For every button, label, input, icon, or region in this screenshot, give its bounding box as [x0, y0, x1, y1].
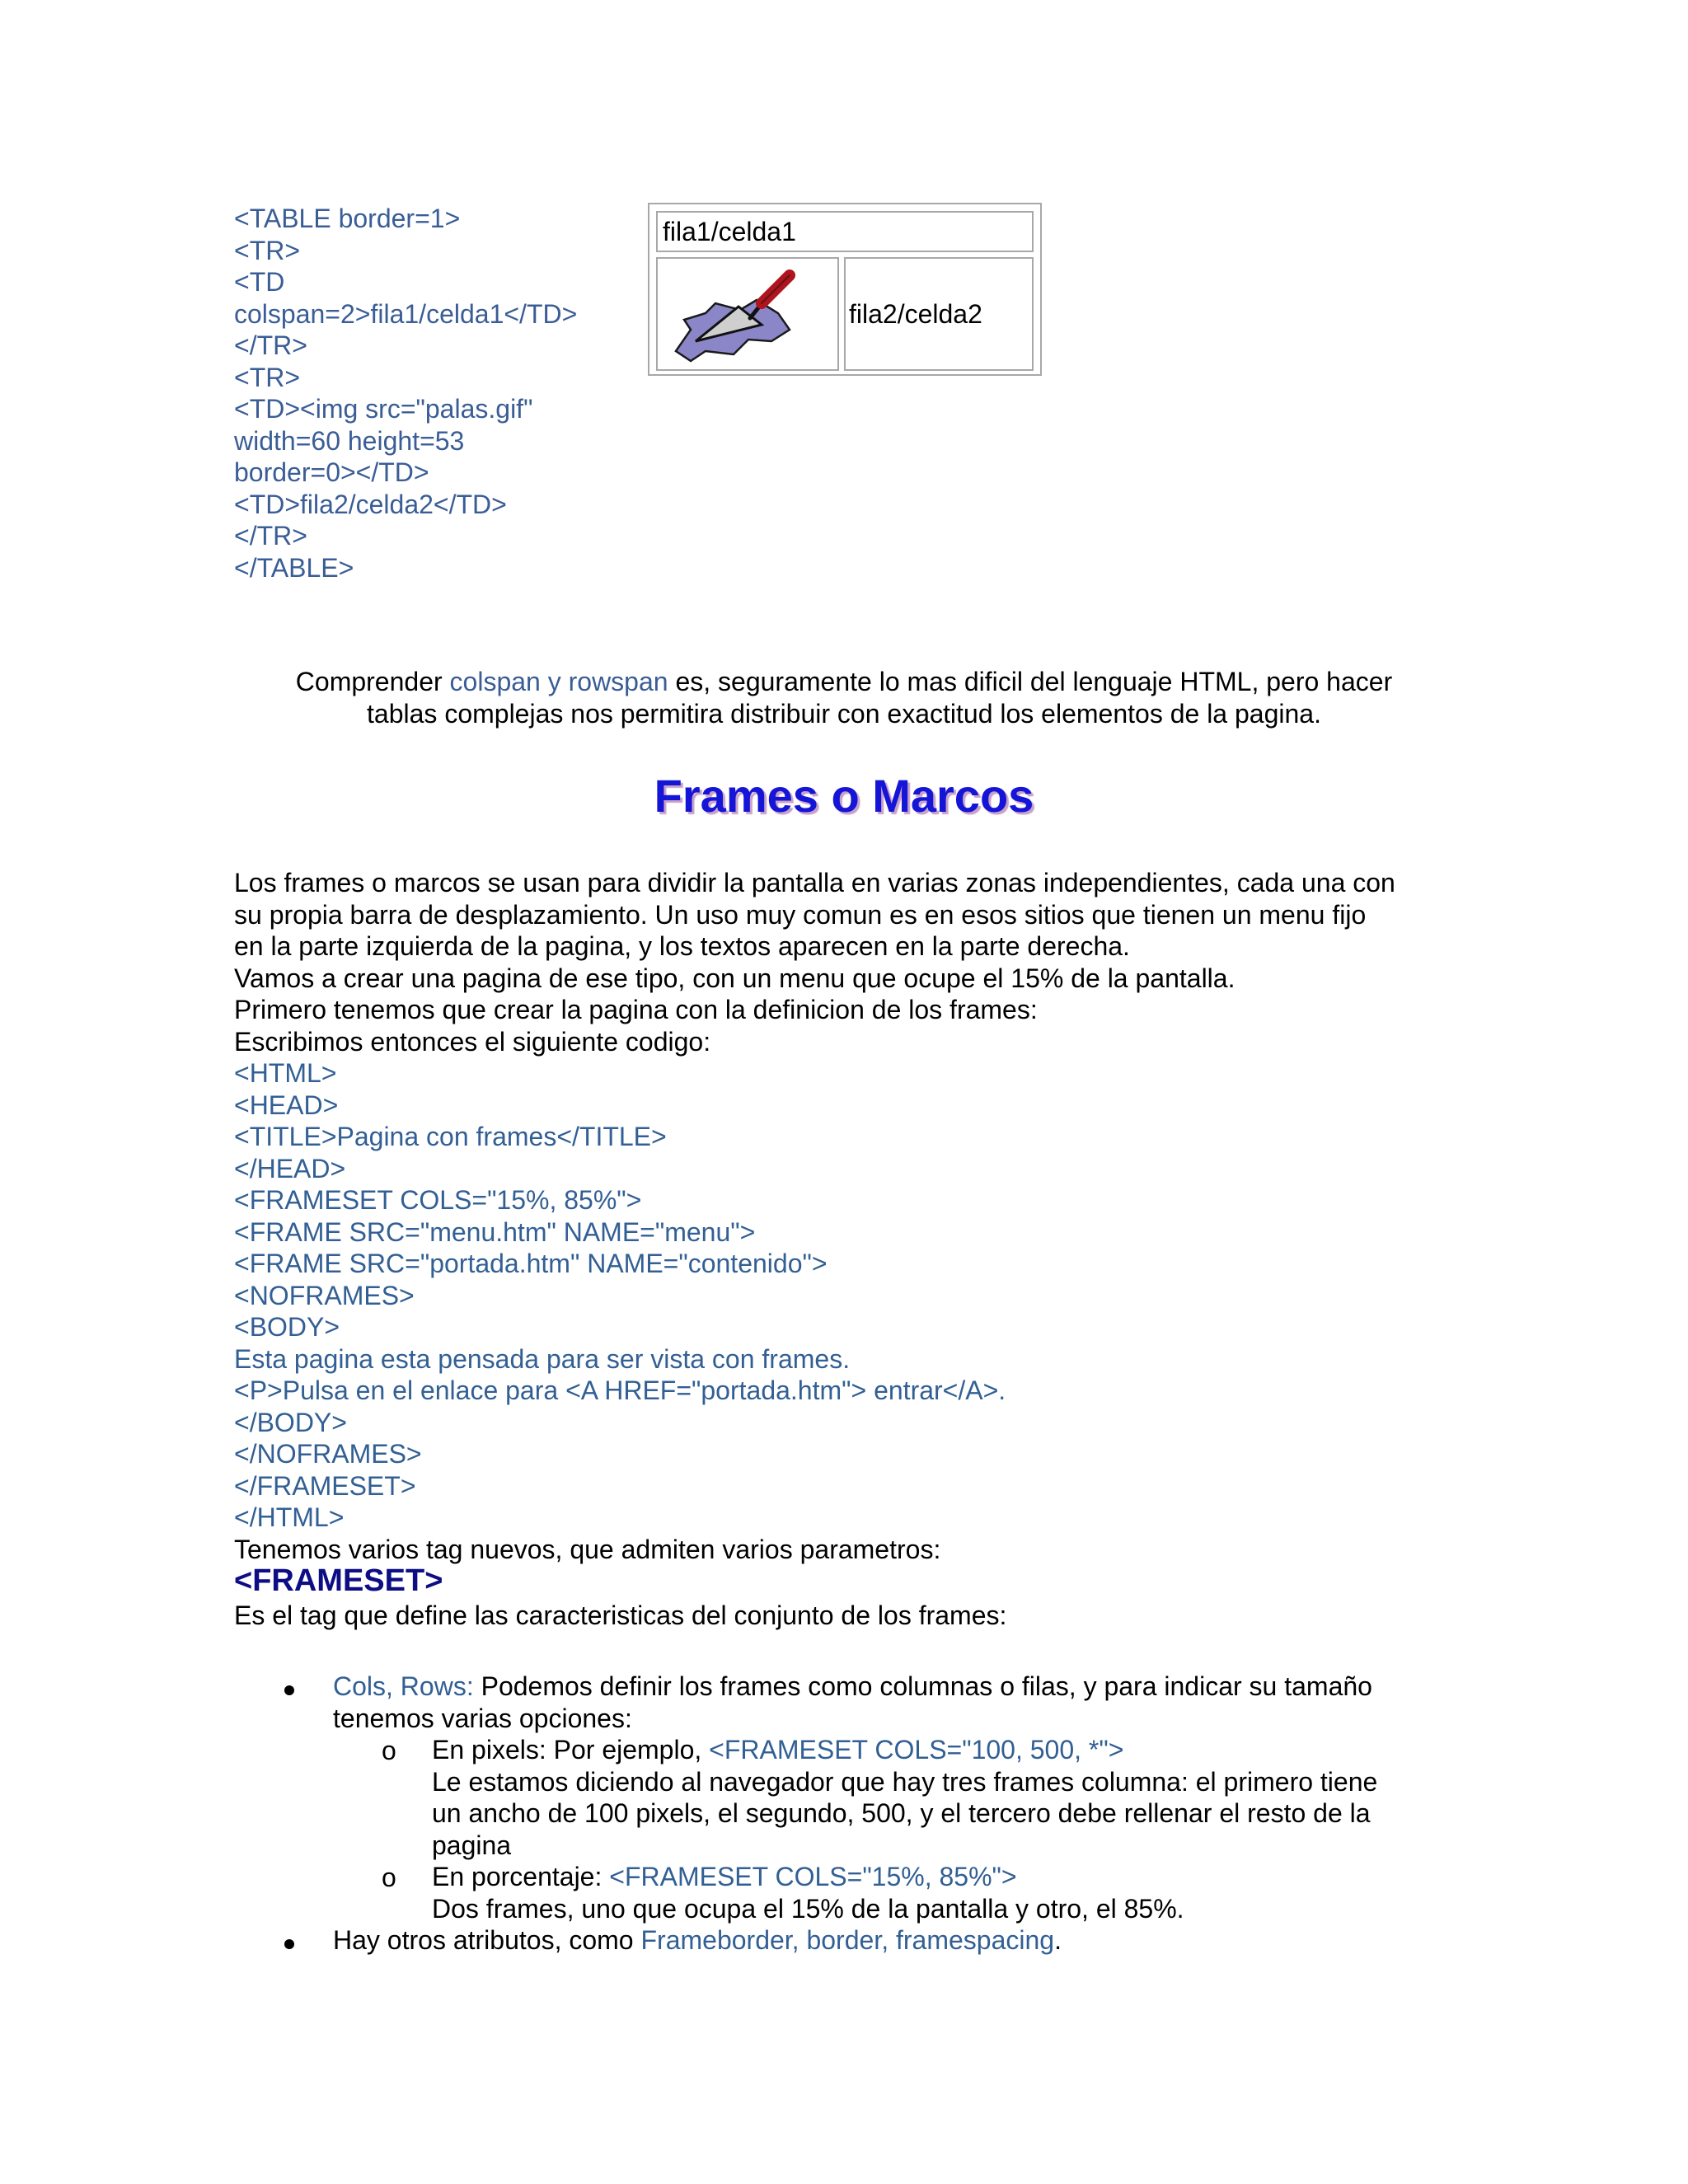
sub-item-percentage — [432, 1861, 1184, 1924]
code-line: <FRAME SRC="portada.htm" NAME="contenido"> — [234, 1249, 828, 1278]
frames-body — [234, 867, 1395, 1565]
code-line: <TABLE border=1> — [234, 204, 461, 233]
table-cell-image — [656, 257, 839, 371]
code-line: <FRAMESET COLS="15%, 85%"> — [234, 1185, 642, 1215]
code-line: <P>Pulsa en el enlace para <A HREF="portada.htm"> entrar</A>. — [234, 1376, 1006, 1405]
code-line: </FRAMESET> — [234, 1470, 416, 1501]
code-line: <TR> — [234, 362, 301, 392]
code-line: colspan=2>fila1/celda1</TD> — [234, 298, 578, 329]
table-cell-fila1 — [656, 211, 1034, 252]
sub-item-text: un ancho de 100 pixels, el segundo, 500, y el tercero debe rellenar el resto de la — [432, 1798, 1371, 1828]
code-line: <TD><img src="palas.gif" — [234, 394, 533, 424]
code-line: <TR> — [234, 235, 301, 265]
code-line: </HEAD> — [234, 1153, 346, 1183]
body-line: Vamos a crear una pagina de ese tipo, con un menu que ocupe el 15% de la pantalla. — [234, 963, 1236, 993]
code-line: <BODY> — [234, 1312, 340, 1342]
code-line: <TD>fila2/celda2</TD> — [234, 489, 507, 519]
sub-bullet-marker: o — [382, 1736, 396, 1765]
code-line: </HTML> — [234, 1502, 345, 1532]
cell-text: fila2/celda2 — [849, 299, 982, 329]
summary-highlight: colspan y rowspan — [449, 667, 668, 696]
summary-paragraph — [234, 666, 1454, 730]
list-item-text: Podemos definir los frames como columnas o filas, y para indicar su tamaño — [473, 1671, 1372, 1701]
summary-text: es, seguramente lo mas dificil del lenguaje HTML, pero hacer — [668, 667, 1393, 696]
section-title: Frames o Marcos — [654, 770, 1034, 822]
code-line: <TITLE>Pagina con frames</TITLE> — [234, 1122, 667, 1151]
code-line: <HEAD> — [234, 1090, 339, 1120]
code-line: <HTML> — [234, 1058, 337, 1088]
bullet-dot — [284, 1685, 294, 1695]
list-item-text: Hay otros atributos, como — [333, 1925, 641, 1955]
code-line: </TR> — [234, 521, 307, 551]
code-line: </TR> — [234, 330, 307, 360]
body-line: su propia barra de desplazamiento. Un uso muy comun es en esos sitios que tienen un menu fijo — [234, 899, 1367, 930]
sub-item-code: <FRAMESET COLS="100, 500, *"> — [709, 1735, 1124, 1765]
list-item-code: Frameborder, border, framespacing — [640, 1925, 1055, 1955]
table-cell-fila2 — [844, 257, 1034, 371]
code-line: Esta pagina esta pensada para ser vista con frames. — [234, 1343, 851, 1374]
list-item-other-attributes — [333, 1924, 1062, 1957]
list-item-text: tenemos varias opciones: — [333, 1703, 632, 1733]
summary-line2: tablas complejas nos permitira distribuir con exactitud los elementos de la pagina. — [367, 699, 1321, 729]
code-line: <FRAME SRC="menu.htm" NAME="menu"> — [234, 1216, 756, 1247]
list-item-cols-rows — [333, 1671, 1372, 1734]
cell-text: fila1/celda1 — [663, 217, 796, 246]
list-item-label: Cols, Rows: — [333, 1671, 474, 1701]
sub-item-code: <FRAMESET COLS="15%, 85%"> — [609, 1862, 1017, 1891]
demo-table — [648, 203, 1042, 376]
code-line: <NOFRAMES> — [234, 1280, 415, 1310]
body-line: Primero tenemos que crear la pagina con la definicion de los frames: — [234, 995, 1038, 1024]
code-line: width=60 height=53 — [234, 425, 465, 456]
sub-item-text: Le estamos diciendo al navegador que hay tres frames columna: el primero tiene — [432, 1766, 1378, 1797]
code-line: </BODY> — [234, 1407, 347, 1437]
code-line: </TABLE> — [234, 552, 354, 583]
bullet-dot — [284, 1939, 294, 1949]
frameset-description: Es el tag que define las caracteristicas del conjunto de los frames: — [234, 1601, 1007, 1630]
code-line: border=0></TD> — [234, 457, 429, 487]
body-line: Los frames o marcos se usan para dividir la pantalla en varias zonas independientes, cada una con — [234, 868, 1395, 898]
body-line: Tenemos varios tag nuevos, que admiten varios parametros: — [234, 1534, 941, 1564]
sub-bullet-marker: o — [382, 1863, 396, 1892]
sub-item-pixels — [432, 1734, 1377, 1861]
trowel-icon — [658, 259, 837, 369]
sub-item-text: En pixels: Por ejemplo, — [432, 1735, 710, 1765]
list-item-text: . — [1054, 1925, 1062, 1955]
body-line: Escribimos entonces el siguiente codigo: — [234, 1026, 711, 1057]
table-code-sample — [234, 203, 577, 583]
sub-item-text: pagina — [432, 1830, 512, 1860]
code-line: </NOFRAMES> — [234, 1439, 422, 1469]
sub-item-text: En porcentaje: — [432, 1862, 610, 1891]
sub-item-text: Dos frames, uno que ocupa el 15% de la pantalla y otro, el 85%. — [432, 1893, 1184, 1924]
body-line: en la parte izquierda de la pagina, y los textos aparecen en la parte derecha. — [234, 931, 1130, 961]
summary-text: Comprender — [295, 667, 450, 696]
code-line: <TD — [234, 267, 285, 297]
frameset-heading: <FRAMESET> — [234, 1563, 443, 1598]
